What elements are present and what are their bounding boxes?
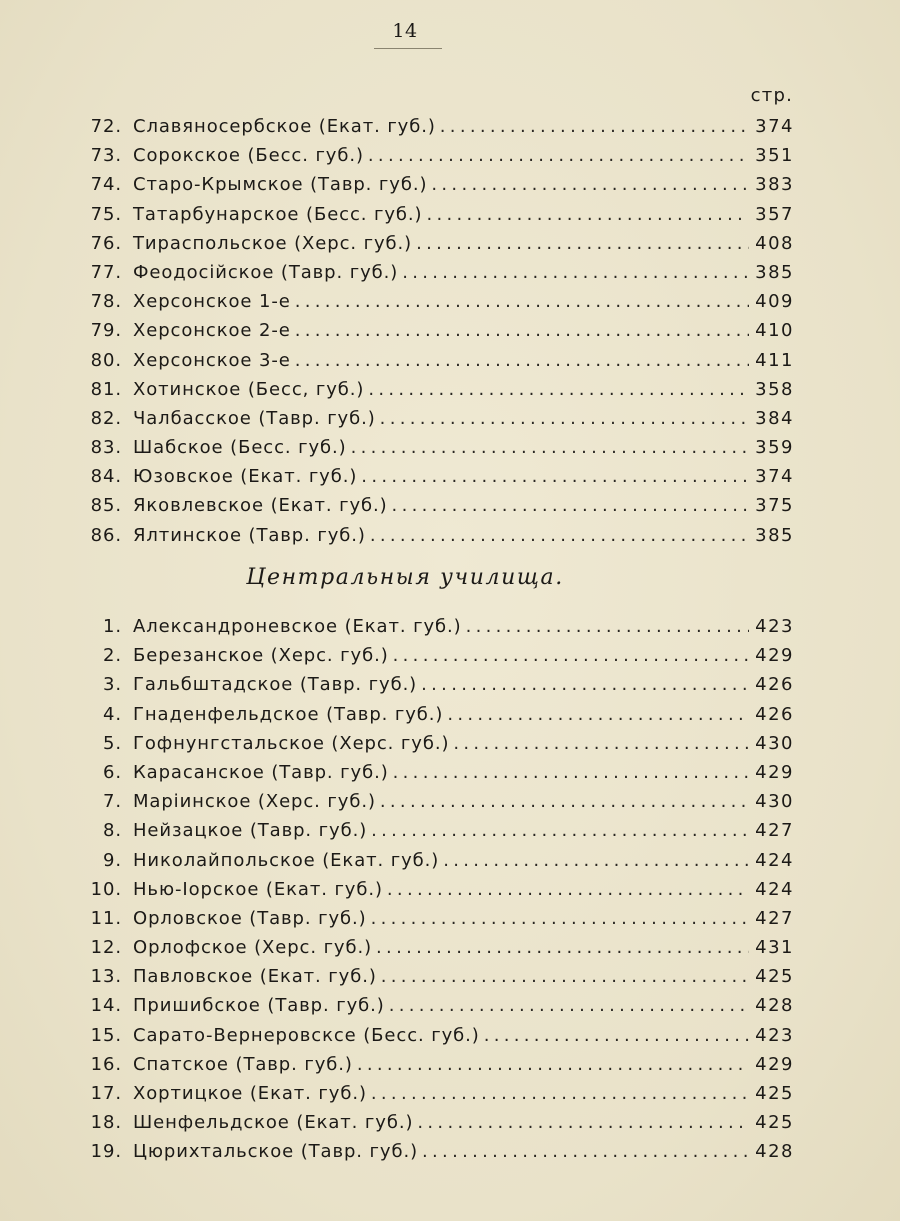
dot-leader <box>295 287 749 316</box>
dot-leader <box>389 991 749 1020</box>
entry-number: 77. <box>90 261 122 283</box>
entry-line <box>133 670 794 699</box>
dot-leader <box>431 170 749 199</box>
entry-line <box>133 316 794 345</box>
entry-page: 384 <box>755 407 794 429</box>
dot-leader <box>371 904 750 933</box>
entry-page: 431 <box>755 937 794 959</box>
entry-line <box>133 170 794 199</box>
entry-title: Гальбштадское (Тавр. губ.) <box>133 674 418 696</box>
entry-line <box>133 375 794 404</box>
toc-entry <box>0 641 900 670</box>
entry-title: Юзовское (Екат. губ.) <box>133 466 358 488</box>
entry-line <box>133 258 794 287</box>
dot-leader <box>392 491 750 520</box>
entry-page: 429 <box>755 761 794 783</box>
entry-title: Старо-Крымское (Тавр. губ.) <box>133 174 428 196</box>
entry-page: 426 <box>755 703 794 725</box>
entry-title: Цюрихтальское (Тавр. губ.) <box>133 1141 418 1163</box>
toc-entry <box>0 846 900 875</box>
dot-leader <box>447 700 749 729</box>
entry-line <box>133 875 794 904</box>
entry-line <box>133 641 794 670</box>
entry-line <box>133 846 794 875</box>
entry-number: 14. <box>90 995 122 1017</box>
dot-leader <box>295 346 749 375</box>
entry-number: 84. <box>90 466 122 488</box>
entry-line <box>133 229 794 258</box>
page-number: 14 <box>392 20 418 42</box>
entry-line <box>133 1137 794 1166</box>
entry-number: 4. <box>103 703 122 725</box>
toc-entry <box>0 816 900 845</box>
toc-entry <box>0 904 900 933</box>
dot-leader <box>368 141 749 170</box>
entry-number: 72. <box>90 116 122 137</box>
entry-line <box>133 1021 794 1050</box>
entry-line <box>133 112 794 141</box>
toc-list-schools <box>0 112 900 550</box>
entry-title: Ялтинское (Тавр. губ.) <box>133 524 366 546</box>
dot-leader <box>417 1108 749 1137</box>
entry-number: 83. <box>90 437 122 459</box>
entry-line <box>133 700 794 729</box>
entry-number: 3. <box>103 674 122 696</box>
entry-number: 16. <box>90 1053 122 1075</box>
dot-leader <box>371 816 749 845</box>
entry-title: Тираспольское (Херс. губ.) <box>133 232 413 254</box>
entry-page: 408 <box>755 232 794 254</box>
entry-title: Павловское (Екат. губ.) <box>133 966 377 988</box>
entry-line <box>133 1079 794 1108</box>
toc-entry <box>0 670 900 699</box>
toc-entry <box>0 462 900 491</box>
entry-line <box>133 1108 794 1137</box>
entry-number: 79. <box>90 320 122 342</box>
entry-title: Нейзацкое (Тавр. губ.) <box>133 820 368 842</box>
entry-title: Пришибское (Тавр. губ.) <box>133 995 385 1017</box>
entry-title: Хортицкое (Екат. губ.) <box>133 1083 367 1104</box>
entry-number: 9. <box>103 849 122 871</box>
toc-entry <box>0 141 900 170</box>
entry-number: 82. <box>90 407 122 429</box>
entry-page: 358 <box>755 378 794 400</box>
entry-title: Феодосійское (Тавр. губ.) <box>133 261 399 283</box>
toc-entry <box>0 521 900 550</box>
entry-title: Херсонское 3-е <box>133 349 291 371</box>
section-heading: Центральныя училища. <box>246 565 564 590</box>
toc-entry <box>0 1079 900 1108</box>
entry-number: 10. <box>90 878 122 900</box>
toc-entry <box>0 170 900 199</box>
dot-leader <box>426 200 749 229</box>
entry-line <box>133 200 794 229</box>
toc-entry <box>0 991 900 1020</box>
dot-leader <box>351 433 750 462</box>
entry-number: 75. <box>90 203 122 225</box>
entry-title: Шабское (Бесс. губ.) <box>133 437 347 459</box>
entry-page: 425 <box>755 966 794 988</box>
entry-page: 385 <box>755 261 794 283</box>
entry-number: 19. <box>90 1141 122 1163</box>
toc-entry <box>0 433 900 462</box>
entry-page: 410 <box>755 320 794 342</box>
entry-page: 385 <box>755 524 794 546</box>
entry-line <box>133 787 794 816</box>
entry-line <box>133 729 794 758</box>
dot-leader <box>421 670 749 699</box>
entry-number: 18. <box>90 1112 122 1134</box>
entry-line <box>133 404 794 433</box>
entry-line <box>133 758 794 787</box>
dot-leader <box>357 1050 749 1079</box>
entry-number: 6. <box>103 761 122 783</box>
entry-title: Карасанское (Тавр. губ.) <box>133 761 389 783</box>
entry-page: 423 <box>755 616 794 637</box>
entry-number: 12. <box>90 937 122 959</box>
toc-entry <box>0 346 900 375</box>
toc-entry <box>0 491 900 520</box>
toc-entry <box>0 700 900 729</box>
entry-page: 430 <box>755 732 794 754</box>
entry-line <box>133 462 794 491</box>
entry-page: 374 <box>755 466 794 488</box>
entry-number: 11. <box>90 907 122 929</box>
entry-number: 8. <box>103 820 122 842</box>
entry-page: 430 <box>755 791 794 813</box>
entry-title: Березанское (Херс. губ.) <box>133 645 389 667</box>
entry-number: 1. <box>103 616 122 637</box>
entry-page: 351 <box>755 145 794 167</box>
toc-entry <box>0 1137 900 1166</box>
entry-page: 423 <box>755 1024 794 1046</box>
toc-entry <box>0 404 900 433</box>
entry-page: 429 <box>755 645 794 667</box>
entry-number: 78. <box>90 291 122 313</box>
entry-line <box>133 1050 794 1079</box>
entry-title: Гофнунгстальское (Херс. губ.) <box>133 732 450 754</box>
toc-entry <box>0 200 900 229</box>
entry-page: 427 <box>755 907 794 929</box>
entry-number: 81. <box>90 378 122 400</box>
dot-leader <box>453 729 749 758</box>
entry-number: 73. <box>90 145 122 167</box>
entry-page: 411 <box>755 349 794 371</box>
entry-title: Херсонское 2-е <box>133 320 291 342</box>
entry-title: Нью-Іорское (Екат. губ.) <box>133 878 383 900</box>
dot-leader <box>443 846 749 875</box>
entry-line <box>133 612 794 641</box>
dot-leader <box>380 787 749 816</box>
entry-title: Орлофское (Херс. губ.) <box>133 937 373 959</box>
dot-leader <box>371 1079 749 1108</box>
entry-line <box>133 491 794 520</box>
entry-title: Сорокское (Бесс. губ.) <box>133 145 364 167</box>
entry-title: Яковлевское (Екат. губ.) <box>133 495 388 517</box>
dot-leader <box>466 612 750 641</box>
dot-leader <box>440 112 749 141</box>
entry-line <box>133 962 794 991</box>
dot-leader <box>295 316 749 345</box>
toc-entry <box>0 1021 900 1050</box>
entry-page: 428 <box>755 1141 794 1163</box>
entry-title: Спатское (Тавр. губ.) <box>133 1053 353 1075</box>
entry-line <box>133 346 794 375</box>
entry-title: Чалбасское (Тавр. губ.) <box>133 407 376 429</box>
toc-entry <box>0 229 900 258</box>
toc-list-central-schools <box>0 612 900 1167</box>
toc-entry <box>0 258 900 287</box>
entry-page: 424 <box>755 849 794 871</box>
entry-title: Сарато-Вернеровсксе (Бесс. губ.) <box>133 1024 480 1046</box>
toc-entry <box>0 729 900 758</box>
toc-entry <box>0 933 900 962</box>
toc-entry <box>0 112 900 141</box>
entry-page: 375 <box>755 495 794 517</box>
toc-entry <box>0 875 900 904</box>
entry-title: Татарбунарское (Бесс. губ.) <box>133 203 423 225</box>
entry-line <box>133 816 794 845</box>
dot-leader <box>393 758 750 787</box>
toc-entry <box>0 962 900 991</box>
page-column-label: стр. <box>750 85 793 106</box>
dot-leader <box>361 462 749 491</box>
entry-number: 5. <box>103 732 122 754</box>
dot-leader <box>484 1021 749 1050</box>
entry-title: Гнаденфельдское (Тавр. губ.) <box>133 703 444 725</box>
dot-leader <box>376 933 749 962</box>
entry-page: 425 <box>755 1083 794 1104</box>
dot-leader <box>368 375 749 404</box>
entry-line <box>133 991 794 1020</box>
entry-page: 409 <box>755 291 794 313</box>
entry-page: 428 <box>755 995 794 1017</box>
entry-line <box>133 933 794 962</box>
entry-title: Орловское (Тавр. губ.) <box>133 907 367 929</box>
entry-line <box>133 433 794 462</box>
toc-entry <box>0 758 900 787</box>
entry-page: 426 <box>755 674 794 696</box>
entry-title: Херсонское 1-е <box>133 291 291 313</box>
dot-leader <box>416 229 749 258</box>
toc-entry <box>0 1050 900 1079</box>
entry-number: 15. <box>90 1024 122 1046</box>
entry-page: 357 <box>755 203 794 225</box>
entry-number: 74. <box>90 174 122 196</box>
entry-number: 80. <box>90 349 122 371</box>
toc-entry <box>0 316 900 345</box>
entry-title: Шенфельдское (Екат. губ.) <box>133 1112 414 1134</box>
entry-number: 86. <box>90 524 122 546</box>
entry-line <box>133 521 794 550</box>
entry-line <box>133 141 794 170</box>
toc-entry <box>0 612 900 641</box>
dot-leader <box>393 641 750 670</box>
dot-leader <box>380 404 749 433</box>
entry-line <box>133 904 794 933</box>
toc-entry <box>0 1108 900 1137</box>
dot-leader <box>387 875 749 904</box>
entry-page: 359 <box>755 437 794 459</box>
entry-page: 424 <box>755 878 794 900</box>
entry-title: Александроневское (Екат. губ.) <box>133 616 462 637</box>
entry-number: 17. <box>90 1083 122 1104</box>
entry-number: 13. <box>90 966 122 988</box>
entry-title: Николайпольское (Екат. губ.) <box>133 849 440 871</box>
page-number-rule <box>374 48 442 49</box>
entry-page: 374 <box>755 116 794 137</box>
entry-number: 85. <box>90 495 122 517</box>
dot-leader <box>402 258 749 287</box>
dot-leader <box>422 1137 749 1166</box>
entry-title: Хотинское (Бесс, губ.) <box>133 378 365 400</box>
entry-page: 427 <box>755 820 794 842</box>
entry-title: Маріинское (Херс. губ.) <box>133 791 376 813</box>
toc-entry <box>0 287 900 316</box>
entry-line <box>133 287 794 316</box>
entry-number: 7. <box>103 791 122 813</box>
toc-entry <box>0 787 900 816</box>
entry-number: 76. <box>90 232 122 254</box>
entry-page: 429 <box>755 1053 794 1075</box>
entry-number: 2. <box>103 645 122 667</box>
entry-title: Славяносербское (Екат. губ.) <box>133 116 436 137</box>
entry-page: 425 <box>755 1112 794 1134</box>
dot-leader <box>381 962 749 991</box>
toc-entry <box>0 375 900 404</box>
entry-page: 383 <box>755 174 794 196</box>
dot-leader <box>370 521 749 550</box>
